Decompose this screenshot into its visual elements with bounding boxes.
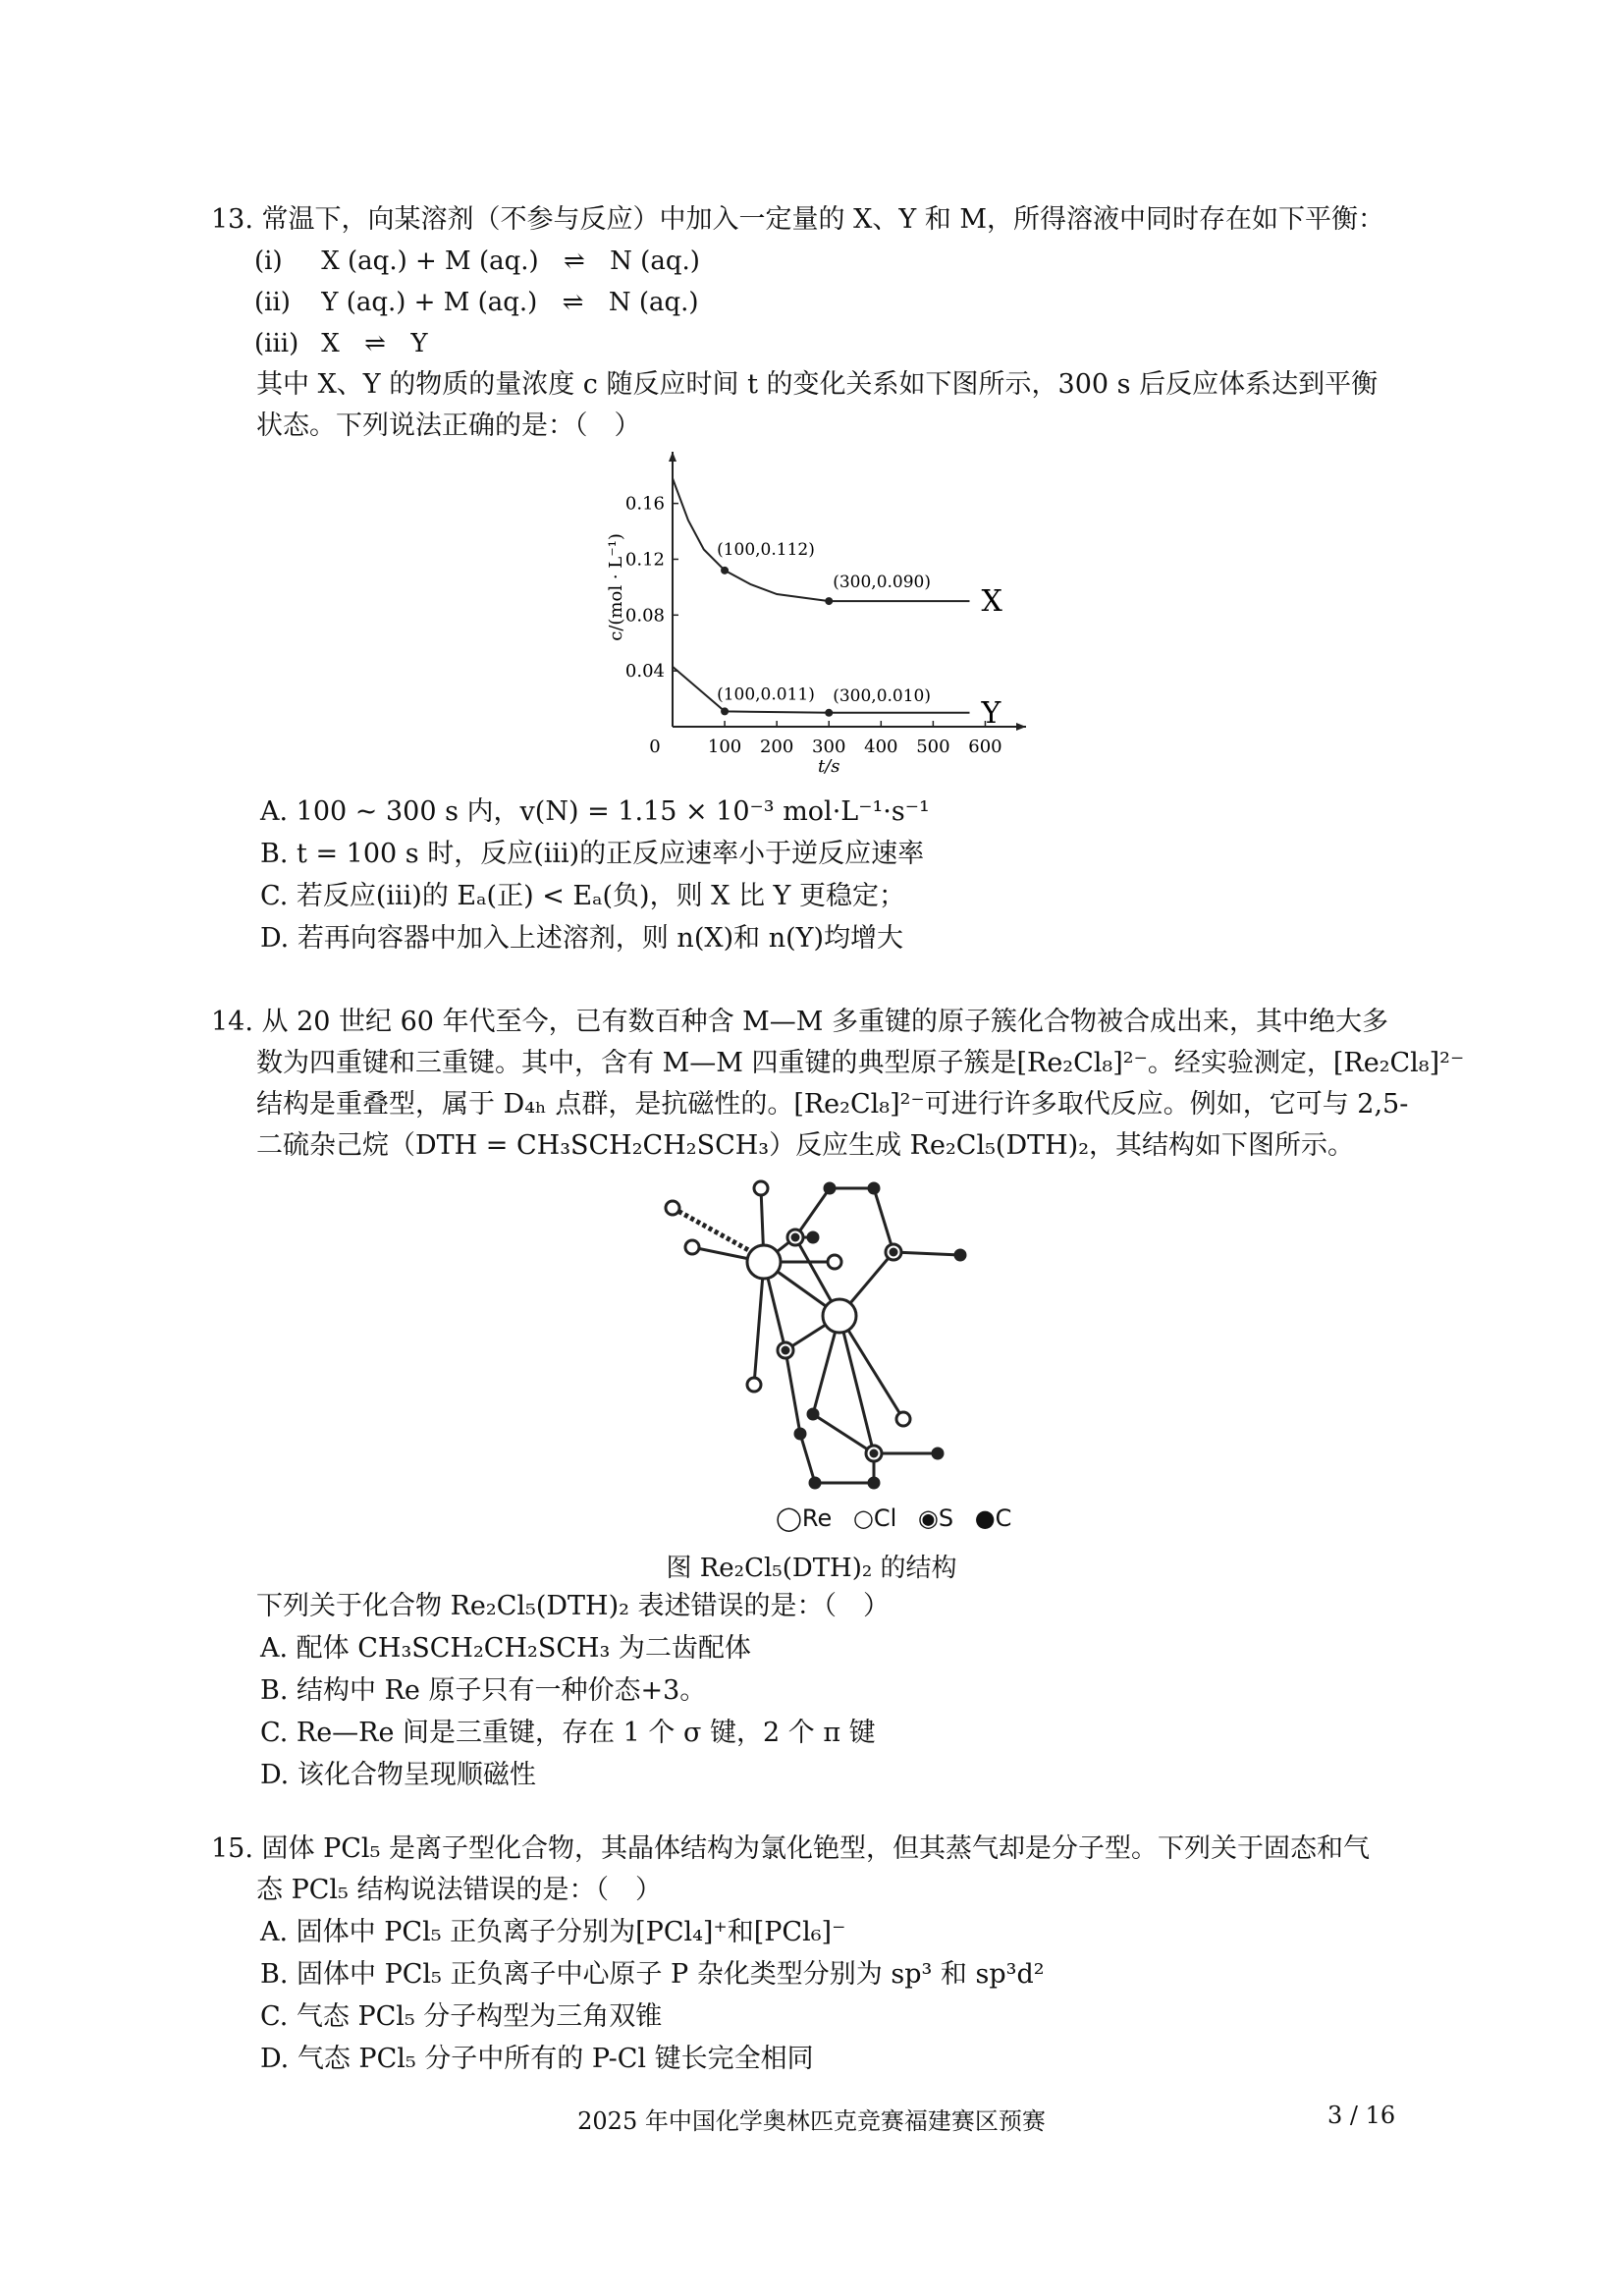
q13-stem-3: 状态。下列说法正确的是：（ ） — [256, 410, 641, 441]
question-15 — [211, 1829, 1438, 2080]
y-axis-label: c/(mol · L⁻¹) — [606, 533, 626, 641]
data-point-X — [825, 597, 833, 605]
structure-legend — [776, 1504, 1025, 1532]
q13-equation-ii — [211, 282, 1438, 323]
y-tick-label: 0.08 — [624, 605, 665, 627]
series-label-X: X — [981, 584, 1002, 620]
q13-equation-i — [211, 241, 1438, 282]
data-point-X — [721, 567, 729, 574]
series-label-Y: Y — [981, 695, 1001, 731]
question-13 — [211, 199, 1438, 447]
question-14 — [211, 1002, 1465, 1167]
q14-option-c: C. Re—Re 间是三重键，存在 1 个 σ 键，2 个 π 键 — [260, 1718, 876, 1748]
x-axis-label: t/s — [817, 756, 840, 777]
eq-i-right: N (aq.) — [610, 246, 700, 276]
q14-option-a: A. 配体 CH₃SCH₂CH₂SCH₃ 为二齿配体 — [260, 1633, 751, 1664]
q14-stem-2: 数为四重键和三重键。其中，含有 M—M 四重键的典型原子簇是[Re₂Cl₈]²⁻。经实验测定，[Re₂Cl₈]²⁻ — [256, 1048, 1465, 1078]
data-label-Y: (300,0.010) — [833, 685, 932, 706]
q13-option-a: A. 100 ~ 300 s 内，v(N) = 1.15 × 10⁻³ mol·L⁻¹·s⁻¹ — [260, 796, 930, 827]
q13-option-c: C. 若反应(iii)的 Eₐ(正) < Eₐ(负)，则 X 比 Y 更稳定； — [260, 881, 905, 911]
data-label-X: (100,0.112) — [717, 539, 815, 560]
re-atom-2 — [823, 1299, 856, 1333]
equilibrium-arrow-icon: ⇌ — [564, 246, 585, 276]
concentration-time-chart — [604, 447, 1036, 781]
q14-option-d: D. 该化合物呈现顺磁性 — [260, 1760, 536, 1790]
x-tick-label: 400 — [864, 737, 898, 757]
q13-stem-1: 13. 常温下，向某溶剂（不参与反应）中加入一定量的 X、Y 和 M，所得溶液中同时存在如下平衡： — [211, 204, 1384, 235]
data-label-X: (300,0.090) — [833, 573, 932, 593]
data-point-Y — [825, 709, 833, 717]
q14-options — [211, 1586, 1438, 1796]
x-tick-label: 500 — [916, 737, 950, 757]
eq-iii-label: (iii) — [254, 329, 299, 358]
eq-i-left: X (aq.) + M (aq.) — [321, 246, 539, 276]
q13-options — [211, 791, 1438, 959]
data-point-Y — [721, 707, 729, 715]
eq-ii-left: Y (aq.) + M (aq.) — [321, 288, 538, 317]
q14-stem-4: 二硫杂己烷（DTH = CH₃SCH₂CH₂SCH₃）反应生成 Re₂Cl₅(DTH)₂，其结构如下图所示。 — [256, 1130, 1355, 1161]
x-tick-label: 300 — [812, 737, 846, 757]
y-tick-label: 0.04 — [624, 661, 665, 683]
legend-cl: ○Cl — [852, 1504, 897, 1532]
q15-option-d: D. 气态 PCl₅ 分子中所有的 P-Cl 键长完全相同 — [260, 2044, 814, 2074]
equilibrium-arrow-icon: ⇌ — [364, 329, 386, 358]
q15-stem-2: 态 PCl₅ 结构说法错误的是：（ ） — [256, 1875, 662, 1905]
x-tick-label: 0 — [649, 737, 661, 757]
eq-iii-right: Y — [410, 329, 428, 358]
q14-stem-1: 14. 从 20 世纪 60 年代至今，已有数百种含 M—M 多重键的原子簇化合物被合成出来，其中绝大多 — [211, 1007, 1389, 1037]
q15-stem-1: 15. 固体 PCl₅ 是离子型化合物，其晶体结构为氯化铯型，但其蒸气却是分子型。下列关于固态和气 — [211, 1833, 1370, 1864]
page-number: 3 / 16 — [1327, 2102, 1396, 2129]
eq-i-label: (i) — [254, 246, 283, 276]
q15-option-c: C. 气态 PCl₅ 分子构型为三角双锥 — [260, 2001, 663, 2032]
y-tick-label: 0.16 — [624, 493, 665, 515]
page-footer: 2025 年中国化学奥林匹克竞赛福建赛区预赛 — [577, 2107, 1046, 2135]
q15-option-b: B. 固体中 PCl₅ 正负离子中心原子 P 杂化类型分别为 sp³ 和 sp³d² — [260, 1959, 1045, 1990]
re2cl5-dth2-structure-figure — [648, 1178, 972, 1503]
x-axis-arrow-icon — [1016, 723, 1026, 731]
re-atom-1 — [747, 1245, 781, 1279]
equilibrium-arrow-icon: ⇌ — [562, 288, 584, 317]
q13-option-d: D. 若再向容器中加入上述溶剂，则 n(X)和 n(Y)均增大 — [260, 923, 903, 954]
legend-s: ◉S — [917, 1504, 954, 1532]
y-tick-label: 0.12 — [624, 549, 665, 571]
q13-equation-iii — [211, 323, 1438, 364]
data-label-Y: (100,0.011) — [717, 684, 815, 705]
eq-ii-right: N (aq.) — [608, 288, 699, 317]
q13-option-b: B. t = 100 s 时，反应(iii)的正反应速率小于逆反应速率 — [260, 839, 925, 869]
eq-ii-label: (ii) — [254, 288, 291, 317]
x-tick-label: 100 — [707, 737, 742, 757]
legend-re: ◯Re — [776, 1504, 833, 1532]
eq-iii-left: X — [321, 329, 340, 358]
figure-caption: 图 Re₂Cl₅(DTH)₂ 的结构 — [666, 1554, 957, 1583]
q15-option-a: A. 固体中 PCl₅ 正负离子分别为[PCl₄]⁺和[PCl₆]⁻ — [260, 1917, 846, 1947]
q14-stem-5: 下列关于化合物 Re₂Cl₅(DTH)₂ 表述错误的是：（ ） — [256, 1591, 891, 1621]
q14-option-b: B. 结构中 Re 原子只有一种价态+3。 — [260, 1675, 707, 1706]
x-tick-label: 600 — [968, 737, 1002, 757]
y-axis-arrow-icon — [669, 452, 676, 462]
x-tick-label: 200 — [759, 737, 794, 757]
legend-c: ●C — [974, 1504, 1012, 1532]
q14-stem-3: 结构是重叠型，属于 D₄ₕ 点群，是抗磁性的。[Re₂Cl₈]²⁻可进行许多取代反应。例如，它可与 2,5- — [256, 1089, 1409, 1120]
q13-stem-2: 其中 X、Y 的物质的量浓度 c 随反应时间 t 的变化关系如下图所示，300 s 后反应体系达到平衡 — [256, 369, 1379, 400]
